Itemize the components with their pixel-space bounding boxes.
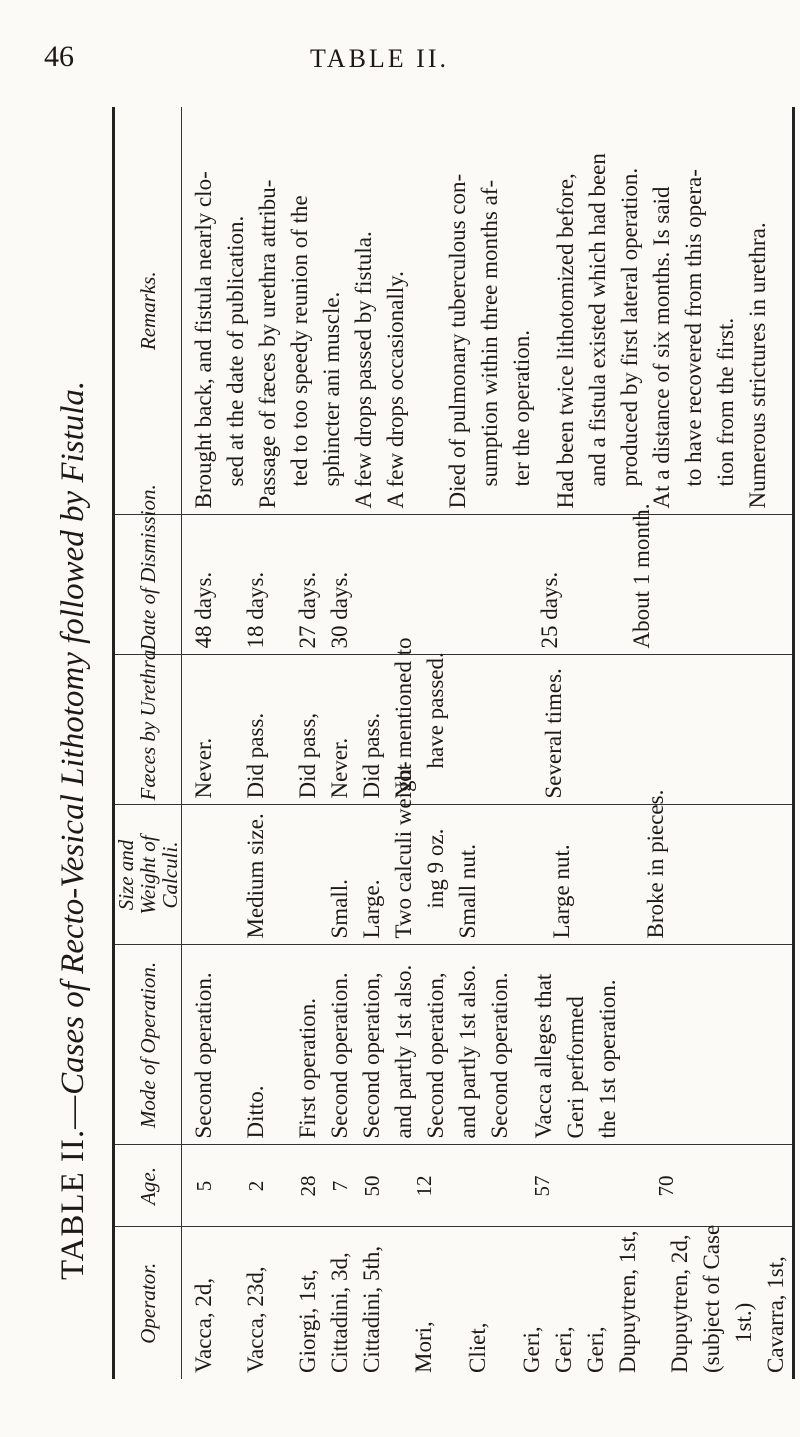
age-value: 57: [530, 1175, 554, 1197]
faeces-line: Did pass,: [295, 712, 320, 799]
size-line: Medium size.: [243, 813, 268, 939]
table-title-italic: Cases of Recto-Vesical Lithotomy followed by Fistula.: [55, 380, 91, 1095]
remarks-line: produced by first lateral operation.: [617, 167, 642, 487]
faeces-line: Never.: [327, 737, 352, 799]
dismission-line: About 1 month.: [629, 503, 654, 649]
cases-table: [112, 107, 795, 1379]
remarks-line: At a distance of six months. Is said: [649, 186, 674, 509]
dismission-line: 18 days.: [243, 571, 268, 649]
rotated-table: [112, 107, 788, 1379]
remarks-line: and a fistula existed which had been: [585, 153, 610, 487]
mode-line: Second operation,: [359, 972, 384, 1139]
operator-column: [182, 1224, 794, 1379]
operator-line: Dupuytren, 1st,: [615, 1230, 640, 1373]
remarks-line: Passage of fæces by urethra attribu-: [255, 179, 280, 509]
remarks-line: to have recovered from this opera-: [681, 169, 706, 487]
operator-line: Vacca, 23d,: [243, 1266, 268, 1373]
mode-line: Second operation.: [327, 972, 352, 1139]
size-line: Broke in pieces.: [643, 789, 668, 939]
header-dismission: Date of Dismission.: [114, 515, 182, 655]
mode-line: Vacca alleges that: [531, 973, 556, 1139]
operator-line: Geri,: [551, 1326, 576, 1373]
header-mode: Mode of Operation.: [114, 945, 182, 1145]
mode-line: and partly 1st also.: [455, 964, 480, 1139]
operator-line: Geri,: [519, 1326, 544, 1373]
dismission-column: [182, 503, 794, 655]
dismission-line: 25 days.: [537, 571, 562, 649]
mode-line: and partly 1st also.: [391, 964, 416, 1139]
header-remarks: Remarks.: [114, 107, 182, 515]
dismission-line: 30 days.: [327, 571, 352, 649]
remarks-column: [182, 107, 794, 515]
size-line: Small.: [327, 879, 352, 939]
size-line: ing 9 oz.: [423, 828, 448, 909]
size-line: Two calculi weigh-: [391, 761, 416, 939]
page-number: 46: [44, 40, 74, 73]
operator-line: Cittadini, 5th,: [359, 1245, 384, 1373]
mode-line: Ditto.: [243, 1085, 268, 1139]
operator-line: Geri,: [583, 1326, 608, 1373]
mode-line: the 1st operation.: [595, 979, 620, 1139]
remarks-line: A few drops passed by fistula.: [351, 231, 376, 509]
faeces-line: Did pass.: [359, 712, 384, 799]
table-title-prefix: TABLE II.—: [55, 1094, 91, 1280]
remarks-line: sed at the date of publication.: [223, 215, 248, 487]
age-column: [182, 1145, 794, 1227]
faeces-column: [182, 637, 794, 805]
operator-line: Giorgi, 1st,: [295, 1269, 320, 1373]
dismission-line: 48 days.: [191, 571, 216, 649]
operator-line: Cittadini, 3d,: [327, 1252, 352, 1373]
operator-line: Mori,: [411, 1321, 436, 1373]
size-line: Large.: [359, 879, 384, 939]
mode-line: Second operation.: [191, 972, 216, 1139]
header-age: Age.: [114, 1145, 182, 1227]
age-value: 2: [244, 1180, 268, 1192]
remarks-line: Died of pulmonary tuberculous con-: [445, 173, 470, 509]
age-value: 28: [296, 1175, 320, 1197]
header-size-label: Size and Weight of Calculi.: [114, 835, 182, 915]
operator-line: Cavarra, 1st,: [763, 1256, 788, 1373]
operator-line: (subject of Case: [699, 1224, 724, 1373]
remarks-line: Numerous strictures in urethra.: [745, 222, 770, 509]
age-value: 70: [654, 1175, 678, 1197]
age-value: 12: [412, 1175, 436, 1197]
faeces-line: Not mentioned to: [391, 637, 416, 799]
size-line: Small nut.: [455, 843, 480, 939]
header-size: [114, 805, 182, 945]
header-faeces: Fæces by Urethra.: [114, 655, 182, 805]
mode-line: Geri performed: [563, 996, 588, 1139]
header-row: [114, 107, 182, 1379]
remarks-line: sphincter ani muscle.: [319, 291, 344, 487]
remarks-line: ted to too speedy reunion of the: [287, 195, 312, 487]
mode-column: [182, 945, 794, 1145]
operator-line: Cliet,: [465, 1322, 490, 1373]
remarks-line: sumption within three months af-: [477, 179, 502, 487]
mode-line: First operation.: [295, 997, 320, 1139]
dismission-line: 27 days.: [295, 571, 320, 649]
remarks-line: Brought back, and fistula nearly clo-: [191, 171, 216, 509]
remarks-line: Had been twice lithotomized before,: [553, 173, 578, 509]
faeces-line: have passed.: [423, 652, 448, 769]
remarks-line: ter the operation.: [509, 330, 534, 487]
faeces-line: Several times.: [541, 668, 566, 799]
table-title: [55, 260, 95, 1280]
age-value: 5: [192, 1180, 216, 1192]
size-line: Large nut.: [549, 844, 574, 939]
header-operator: Operator.: [114, 1227, 182, 1379]
running-head: TABLE II.: [310, 44, 449, 73]
faeces-line: Did pass.: [243, 712, 268, 799]
age-value: 50: [360, 1175, 384, 1197]
age-value: 7: [328, 1180, 352, 1192]
remarks-line: tion from the first.: [713, 317, 738, 487]
mode-line: Second operation.: [487, 972, 512, 1139]
operator-line: 1st.): [731, 1302, 756, 1343]
operator-line: Dupuytren, 2d,: [667, 1234, 692, 1373]
mode-line: Second operation,: [423, 972, 448, 1139]
remarks-line: A few drops occasionally.: [383, 271, 408, 509]
operator-line: Vacca, 2d,: [191, 1277, 216, 1373]
faeces-line: Never.: [191, 737, 216, 799]
table-body-row: [182, 107, 794, 1379]
